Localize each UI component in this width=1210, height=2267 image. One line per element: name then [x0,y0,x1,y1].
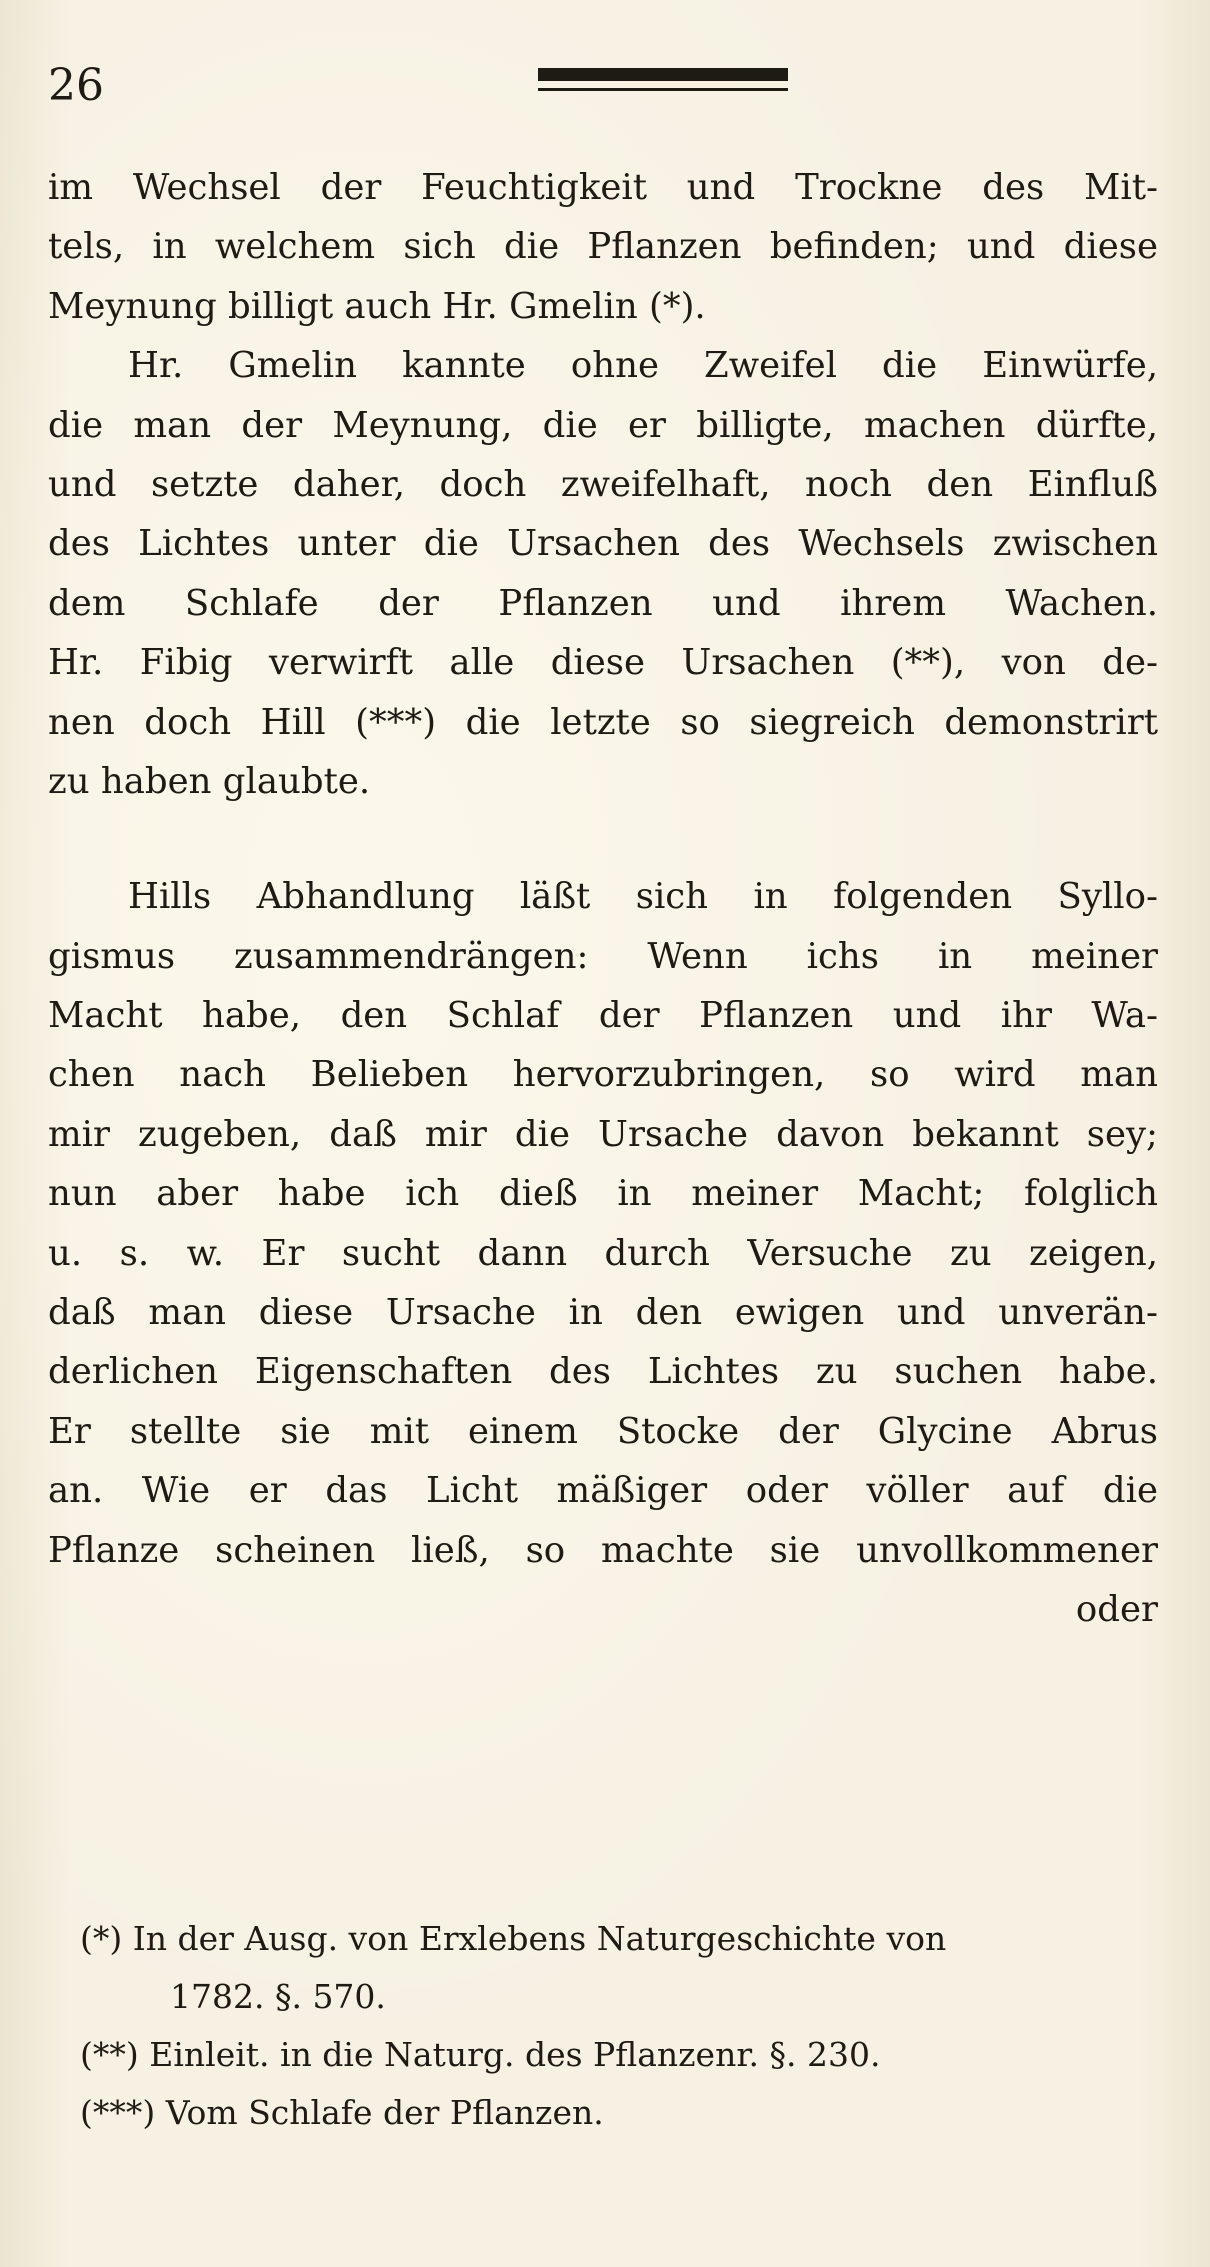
text-line: an. Wie er das Licht mäßiger oder völler auf die [48,1470,1158,1512]
text-line: Hills Abhandlung läßt sich in folgenden Syllo- [128,876,1158,918]
text-line: gismus zusammendrängen: Wenn ichs in meiner [48,935,1158,977]
paragraph-gap [48,811,1158,867]
header-rule-thin [538,88,788,91]
text-line: u. s. w. Er sucht dann durch Versuche zu zeigen, [48,1232,1158,1274]
text-line: nun aber habe ich dieß in meiner Macht; folglich [48,1173,1158,1215]
text-line: Hr. Fibig verwirft alle diese Ursachen (**), von de- [48,642,1158,684]
header-rule-thick [538,68,788,81]
text-line: zu haben glaubte. [48,760,371,802]
catchword: oder [1075,1588,1158,1630]
text-line: Hr. Gmelin kannte ohne Zweifel die Einwürfe, [128,345,1158,387]
text-line: Meynung billigt auch Hr. Gmelin (*). [48,285,706,327]
text-line: Er stellte sie mit einem Stocke der Glycine Abrus [48,1410,1158,1452]
page-header [48,58,1178,118]
text-line: dem Schlafe der Pflanzen und ihrem Wachen. [48,582,1158,624]
paragraph-1 [48,158,1158,336]
text-line: und setzte daher, doch zweifelhaft, noch den Einfluß [48,463,1158,505]
text-line: des Lichtes unter die Ursachen des Wechsels zwischen [48,523,1158,565]
footnote-1-continuation: 1782. §. 570. [170,1977,386,2016]
paragraph-2 [48,336,1158,811]
page-number: 26 [48,60,104,111]
footnote-3: (***) Vom Schlafe der Pflanzen. [80,2093,604,2132]
text-line: nen doch Hill (***) die letzte so siegreich demonstrirt [48,701,1158,743]
text-line: Pflanze scheinen ließ, so machte sie unvollkommener [48,1529,1158,1571]
text-line: chen nach Belieben hervorzubringen, so wird man [48,1054,1158,1096]
footnote-1: (*) In der Ausg. von Erxlebens Naturgeschichte von [80,1919,947,1958]
footnotes [80,1910,1160,2142]
paragraph-3 [48,867,1158,1580]
text-line: daß man diese Ursache in den ewigen und unverän- [48,1292,1158,1334]
text-line: im Wechsel der Feuchtigkeit und Trockne des Mit- [48,167,1158,208]
text-line: Macht habe, den Schlaf der Pflanzen und ihr Wa- [48,995,1158,1037]
text-line: derlichen Eigenschaften des Lichtes zu suchen habe. [48,1351,1158,1393]
body-text [48,158,1158,1639]
text-line: die man der Meynung, die er billigte, machen dürfte, [48,404,1158,446]
text-line: tels, in welchem sich die Pflanzen befinden; und diese [48,226,1158,268]
text-line: mir zugeben, daß mir die Ursache davon bekannt sey; [48,1113,1158,1155]
footnote-2: (**) Einleit. in die Naturg. des Pflanzenr. §. 230. [80,2035,881,2074]
